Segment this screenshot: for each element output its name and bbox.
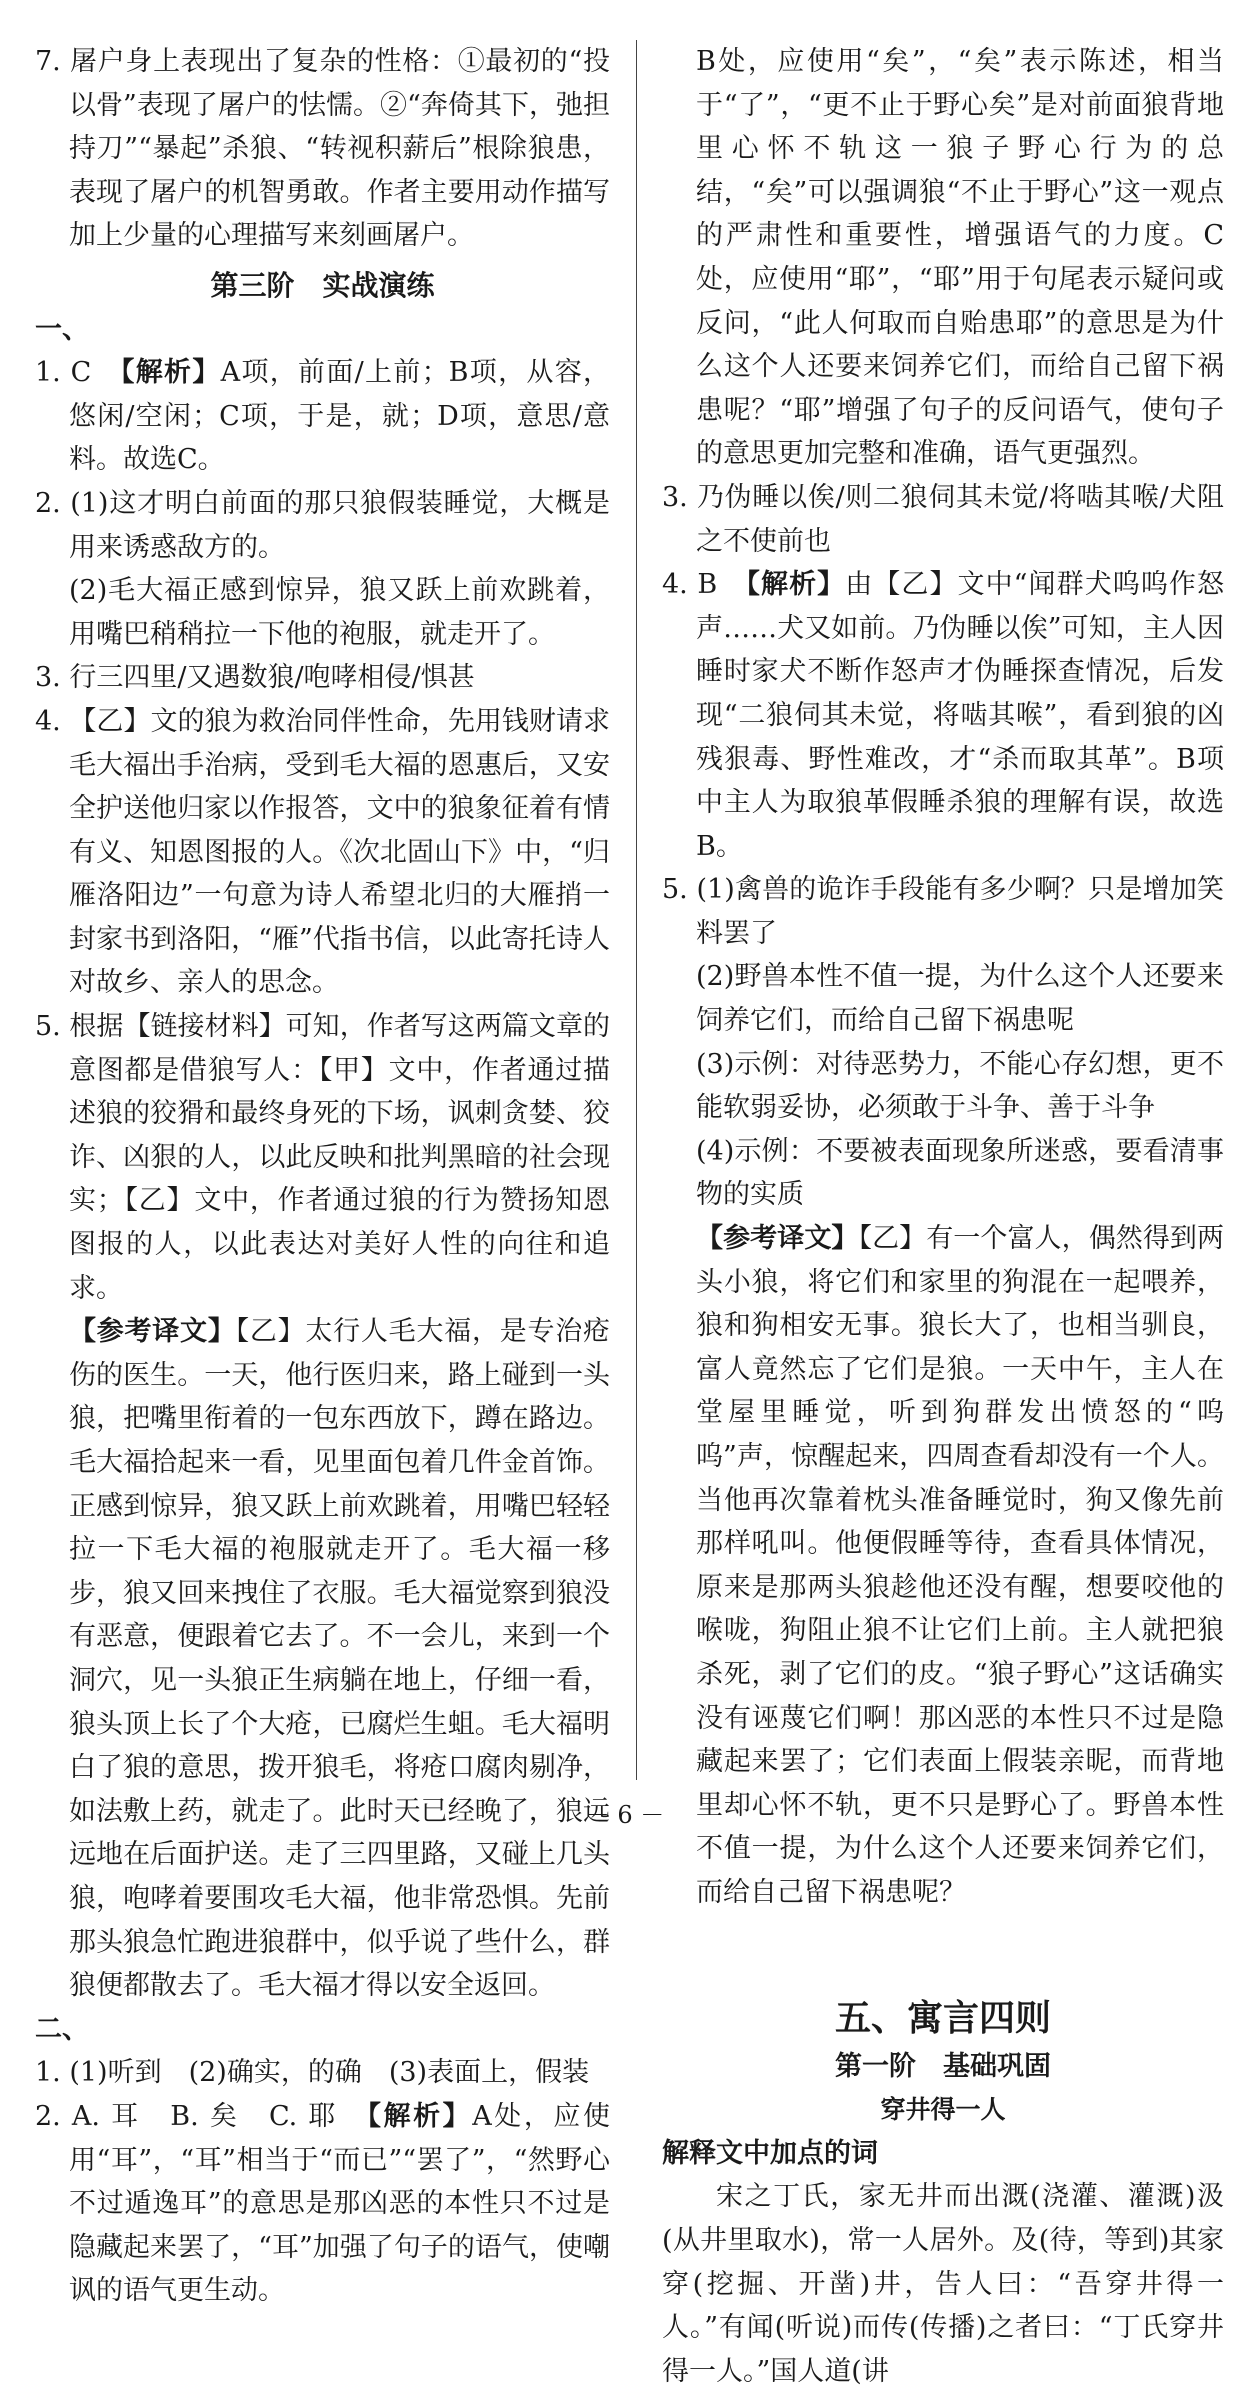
- answer-s2-q2-continued: B处，应使用“矣”，“矣”表示陈述，相当于“了”，“更不止于野心矣”是对前面狼背地里心怀不轨这一狼子野心行为的总结，“矣”可以强调狼“不止于野心”这一观点的严肃性和重要性，增强语气的力度。C处，应使用“耶”，“耶”用于句尾表示疑问或反问，“此人何取而自贻患耶”的意思是为什么这个人还要来饲养它们，而给自己留下祸患呢？“耶”增强了句子的反问语气，使句子的意思更加完整和准确，语气更强烈。: [696, 46, 1224, 470]
- story-text: 宋之丁氏，家无井而出溉(浇灌、灌溉)汲(从井里取水)，常一人居外。及(待，等到)其家穿(挖掘、开凿)井，告人曰：“吾穿井得一人。”有闻(听说)而传(传播)之者曰：“丁氏穿井得一人。”国人道(讲: [662, 2181, 1224, 2387]
- answer-s2-q5-part4: (4)示例：不要被表面现象所迷惑，要看清事物的实质: [696, 1135, 1224, 1211]
- analysis-tag: 【解析】: [120, 357, 221, 389]
- column-divider: [636, 40, 637, 1780]
- page-number: － 6 －: [585, 1801, 665, 1829]
- answer-q1-analysis: A项，前面/上前；B项，从容，悠闲/空闲；C项，于是，就；D项，意思/意料。故选C。: [69, 357, 611, 476]
- answer-s2-q5-part2: (2)野兽本性不值一提，为什么这个人还要来饲养它们，而给自己留下祸患呢: [696, 961, 1224, 1037]
- stage3-heading: 第三阶 实战演练: [210, 268, 435, 302]
- reference-translation: [35, 1310, 610, 2008]
- answer-q2-part2: (2)毛大福正感到惊异，狼又跃上前欢跳着，用嘴巴稍稍拉一下他的袍服，就走开了。: [69, 575, 610, 650]
- analysis-tag: 【解析】: [367, 2100, 473, 2132]
- answer-s2-q4-analysis: 由【乙】文中“闻群犬呜呜作怒声……犬又如前。乃伪睡以俟”可知，主人因睡时家犬不断作怒声才伪睡探查情况，后发现“二狼伺其未觉，将啮其喉”，看到狼的凶残狠毒、野性难改，才“杀而取其革”。B项中主人为取狼革假睡杀狼的理解有误，故选B。: [696, 569, 1225, 862]
- analysis-tag: 【解析】: [746, 569, 846, 601]
- lesson-title: 五、寓言四则: [834, 1997, 1051, 2039]
- answer-s2-q5-part1: 5. (1)禽兽的诡诈手段能有多少啊？只是增加笑料罢了: [662, 874, 1224, 949]
- answer-q5: 5. 根据【链接材料】可知，作者写这两篇文章的意图都是借狼写人：【甲】文中，作者通过描述狼的狡猾和最终身死的下场，讽刺贪婪、狡诈、凶狠的人，以此反映和批判黑暗的社会现实；【乙】文中，作者通过狼的行为赞扬知恩图报的人，以此表达对美好人性的向往和追求。: [35, 1011, 610, 1304]
- answer-s2-q4: [662, 563, 1224, 868]
- answer-s2-q3: 3. 乃伪睡以俟/则二狼伺其未觉/将啮其喉/犬阻之不使前也: [662, 481, 1224, 557]
- left-column: [35, 40, 610, 2313]
- stage1-heading: 第一阶 基础巩固: [835, 2050, 1051, 2082]
- translation-tag: 【参考译文】: [69, 1316, 236, 1348]
- answer-s2-q2-analysis: A处，应使用“耳”，“耳”相当于“而已”“罢了”，“然野心不过遁逸耳”的意思是那凶恶的本性只不过是隐藏起来罢了，“耳”加强了句子的语气，使嘲讽的语气更生动。: [69, 2100, 610, 2307]
- section-one-label: 一、: [35, 313, 89, 345]
- answer-q1-choice: 1. C: [35, 357, 121, 389]
- answer-s2-q2: [35, 2095, 610, 2313]
- answer-q1: [35, 351, 610, 482]
- answer-s2-q1: 1. (1)听到 (2)确实，的确 (3)表面上，假装: [35, 2057, 590, 2089]
- answer-s2-q4-choice: 4. B: [662, 569, 747, 601]
- answer-s2-q2-choice: 2. A. 耳 B. 矣 C. 耶: [35, 2100, 368, 2132]
- answer-q7: 7. 屠户身上表现出了复杂的性格：①最初的“投以骨”表现了屠户的怯懦。②“奔倚其下，弛担持刀”“暴起”杀狼、“转视积薪后”根除狼患，表现了屠户的机智勇敢。作者主要用动作描写加上少量的心理描写来刻画屠户。: [35, 46, 610, 252]
- story-title: 穿井得一人: [880, 2095, 1006, 2125]
- right-column: [662, 40, 1224, 2393]
- answer-q4: 4. 【乙】文的狼为救治同伴性命，先用钱财请求毛大福出手治病，受到毛大福的恩惠后，又安全护送他归家以作报答，文中的狼象征着有情有义、知恩图报的人。《次北固山下》中，“归雁洛阳边”一句意为诗人希望北归的大雁捎一封家书到洛阳，“雁”代指书信，以此寄托诗人对故乡、亲人的思念。: [35, 705, 610, 999]
- section-two-label: 二、: [35, 2013, 89, 2045]
- vocab-heading: 解释文中加点的词: [662, 2137, 878, 2169]
- translation-tag: 【参考译文】: [696, 1223, 859, 1255]
- translation-text: 【乙】有一个富人，偶然得到两头小狼，将它们和家里的狗混在一起喂养，狼和狗相安无事。狼长大了，也相当驯良，富人竟然忘了它们是狼。一天中午，主人在堂屋里睡觉，听到狗群发出愤怒的“呜呜”声，惊醒起来，四周查看却没有一个人。当他再次靠着枕头准备睡觉时，狗又像先前那样吼叫。他便假睡等待，查看具体情况，原来是那两头狼趁他还没有醒，想要咬他的喉咙，狗阻止狼不让它们上前。主人就把狼杀死，剥了它们的皮。“狼子野心”这话确实没有诬蔑它们啊！那凶恶的本性只不过是隐藏起来罢了；它们表面上假装亲昵，而背地里却心怀不轨，更不只是野心了。野兽本性不值一提，为什么这个人还要来饲养它们，而给自己留下祸患呢？: [696, 1223, 1225, 1908]
- answer-q3: 3. 行三四里/又遇数狼/咆哮相侵/惧甚: [35, 662, 475, 694]
- answer-s2-q5-part3: (3)示例：对待恶势力，不能心存幻想，更不能软弱妥协，必须敢于斗争、善于斗争: [696, 1048, 1224, 1124]
- translation-text: 【乙】太行人毛大福，是专治疮伤的医生。一天，他行医归来，路上碰到一头狼，把嘴里衔着的一包东西放下，蹲在路边。毛大福拾起来一看，见里面包着几件金首饰。正感到惊异，狼又跃上前欢跳着，用嘴巴轻轻拉一下毛大福的袍服就走开了。毛大福一移步，狼又回来拽住了衣服。毛大福觉察到狼没有恶意，便跟着它去了。不一会儿，来到一个洞穴，见一头狼正生病躺在地上，仔细一看，狼头顶上长了个大疮，已腐烂生蛆。毛大福明白了狼的意思，拨开狼毛，将疮口腐肉剔净，如法敷上药，就走了。此时天已经晚了，狼远远地在后面护送。走了三四里路，又碰上几头狼，咆哮着要围攻毛大福，他非常恐惧。先前那头狼急忙跑进狼群中，似乎说了些什么，群狼便都散去了。毛大福才得以安全返回。: [69, 1316, 611, 2002]
- answer-q2-part1: 2. (1)这才明白前面的那只狼假装睡觉，大概是用来诱惑敌方的。: [35, 487, 610, 563]
